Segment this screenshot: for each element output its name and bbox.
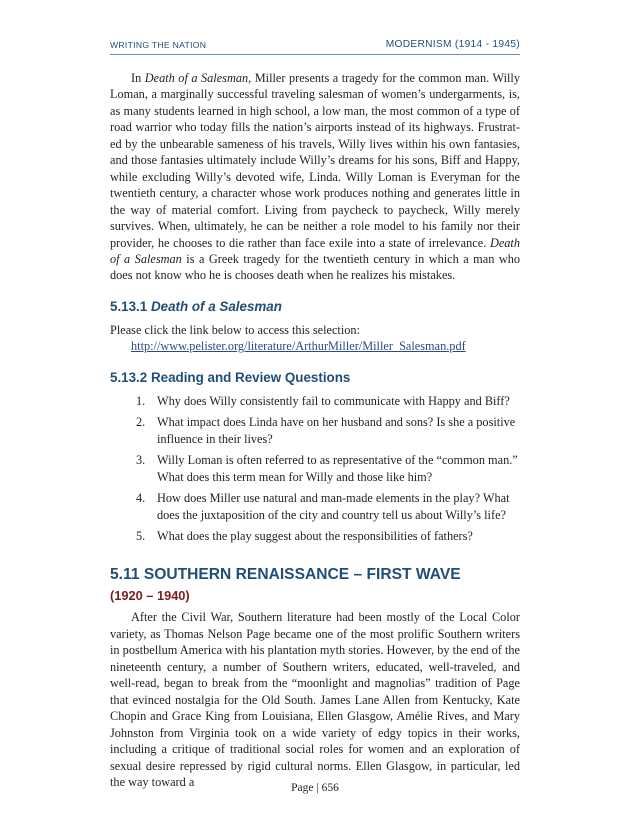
intro-play-title-1: Death of a Salesman xyxy=(144,71,249,85)
review-questions-list xyxy=(110,393,520,545)
section-5-13-1-number: 5.13.1 xyxy=(110,298,151,314)
section-5-13-2-heading: 5.13.2 Reading and Review Questions xyxy=(110,369,351,385)
question-text: What does the play suggest about the responsibilities of fathers? xyxy=(157,528,473,543)
question-text: How does Miller use natural and man-made elements in the play? What does the juxtaposition of the city and country tell us about Willy’s life? xyxy=(157,491,510,522)
intro-text-2: , Miller presents a tragedy for the common man. Willy Loman, a marginally successful traveling salesman of women’s undergarments, is, as many students learned in high school, a low man, the most common of a type of road warrior who today fills the nation’s airports instead of its highways. Frustrated by the unbearable sameness of his travels, Willy lives within his own fantasies, and those fantasies ultimately include Willy’s dreams for his sons, Biff and Happy, while excluding Willy’s devoted wife, Linda. Willy Loman is Everyman for the twentieth century, a character whose work produces nothing and generates little in the way of material comfort. Living from paycheck to paycheck, Willy merely survives. When, ultimately, he can be neither a role model to his family nor their provider, he chooses to die rather than face exile into a state of irrelevance. xyxy=(110,71,520,250)
section-5-11-dates: (1920 – 1940) xyxy=(110,588,190,604)
question-item xyxy=(110,414,520,447)
question-text: Why does Willy consistently fail to communicate with Happy and Biff? xyxy=(157,393,510,408)
header-chapter-title: MODERNISM (1914 - 1945) xyxy=(385,39,520,50)
page-number: Page | 656 xyxy=(291,782,339,794)
selection-link-line xyxy=(110,338,520,354)
question-number: 1. xyxy=(136,393,146,408)
section-5-13-1-heading xyxy=(110,298,520,315)
question-number: 2. xyxy=(136,415,146,430)
section-5-13-1-title: Death of a Salesman xyxy=(150,298,282,314)
southern-renaissance-paragraph: After the Civil War, Southern literature had been mostly of the Local Color variety, as Thomas Nelson Page became one of the most prolific Southern writers in postbellum America with his plantation myth stories. However, by the end of the nineteenth century, a number of Southern writers, educated, well-traveled, and well-read, began to break from the “moonlight and magnolias” tradition of Page that evinced nostalgia for the Old South. James Lane Allen from Kentucky, Kate Chopin and Grace King from Louisiana, Ellen Glasgow, Amélie Rives, and Mary Johnston from Virginia took on a wide variety of edgy topics in their works, including a critique of traditional social roles for women and an exploration of sexual desire repressed by rigid cultural norms. Ellen Glasgow, in particular, led the way toward a xyxy=(110,610,520,789)
question-item xyxy=(110,528,520,544)
selection-link[interactable]: http://www.pelister.org/literature/ArthurMiller/Miller_Salesman.pdf xyxy=(131,339,466,354)
selection-instruction: Please click the link below to access this selection: xyxy=(110,322,360,337)
question-number: 4. xyxy=(136,491,146,506)
question-number: 3. xyxy=(136,453,146,468)
intro-text-1: In xyxy=(131,71,145,85)
page-content xyxy=(110,70,520,790)
question-item xyxy=(110,490,520,523)
section-5-11-heading: 5.11 SOUTHERN RENAISSANCE – FIRST WAVE xyxy=(110,566,461,584)
header-divider xyxy=(110,54,520,55)
question-item xyxy=(110,452,520,485)
header-book-title: WRITING THE NATION xyxy=(110,40,207,50)
question-item xyxy=(110,393,520,409)
question-text: Willy Loman is often referred to as representative of the “common man.” What does this term mean for Willy and those like him? xyxy=(157,453,518,484)
intro-play-title-2: Death of a Salesman xyxy=(110,235,520,266)
intro-paragraph xyxy=(110,70,520,284)
intro-text-3: is a Greek tragedy for the twentieth century in which a man who does not know who he is chooses death when he realizes his mistakes. xyxy=(110,251,521,283)
question-text: What impact does Linda have on her husband and sons? Is she a positive influence in their lives? xyxy=(157,415,516,446)
question-number: 5. xyxy=(136,528,146,543)
